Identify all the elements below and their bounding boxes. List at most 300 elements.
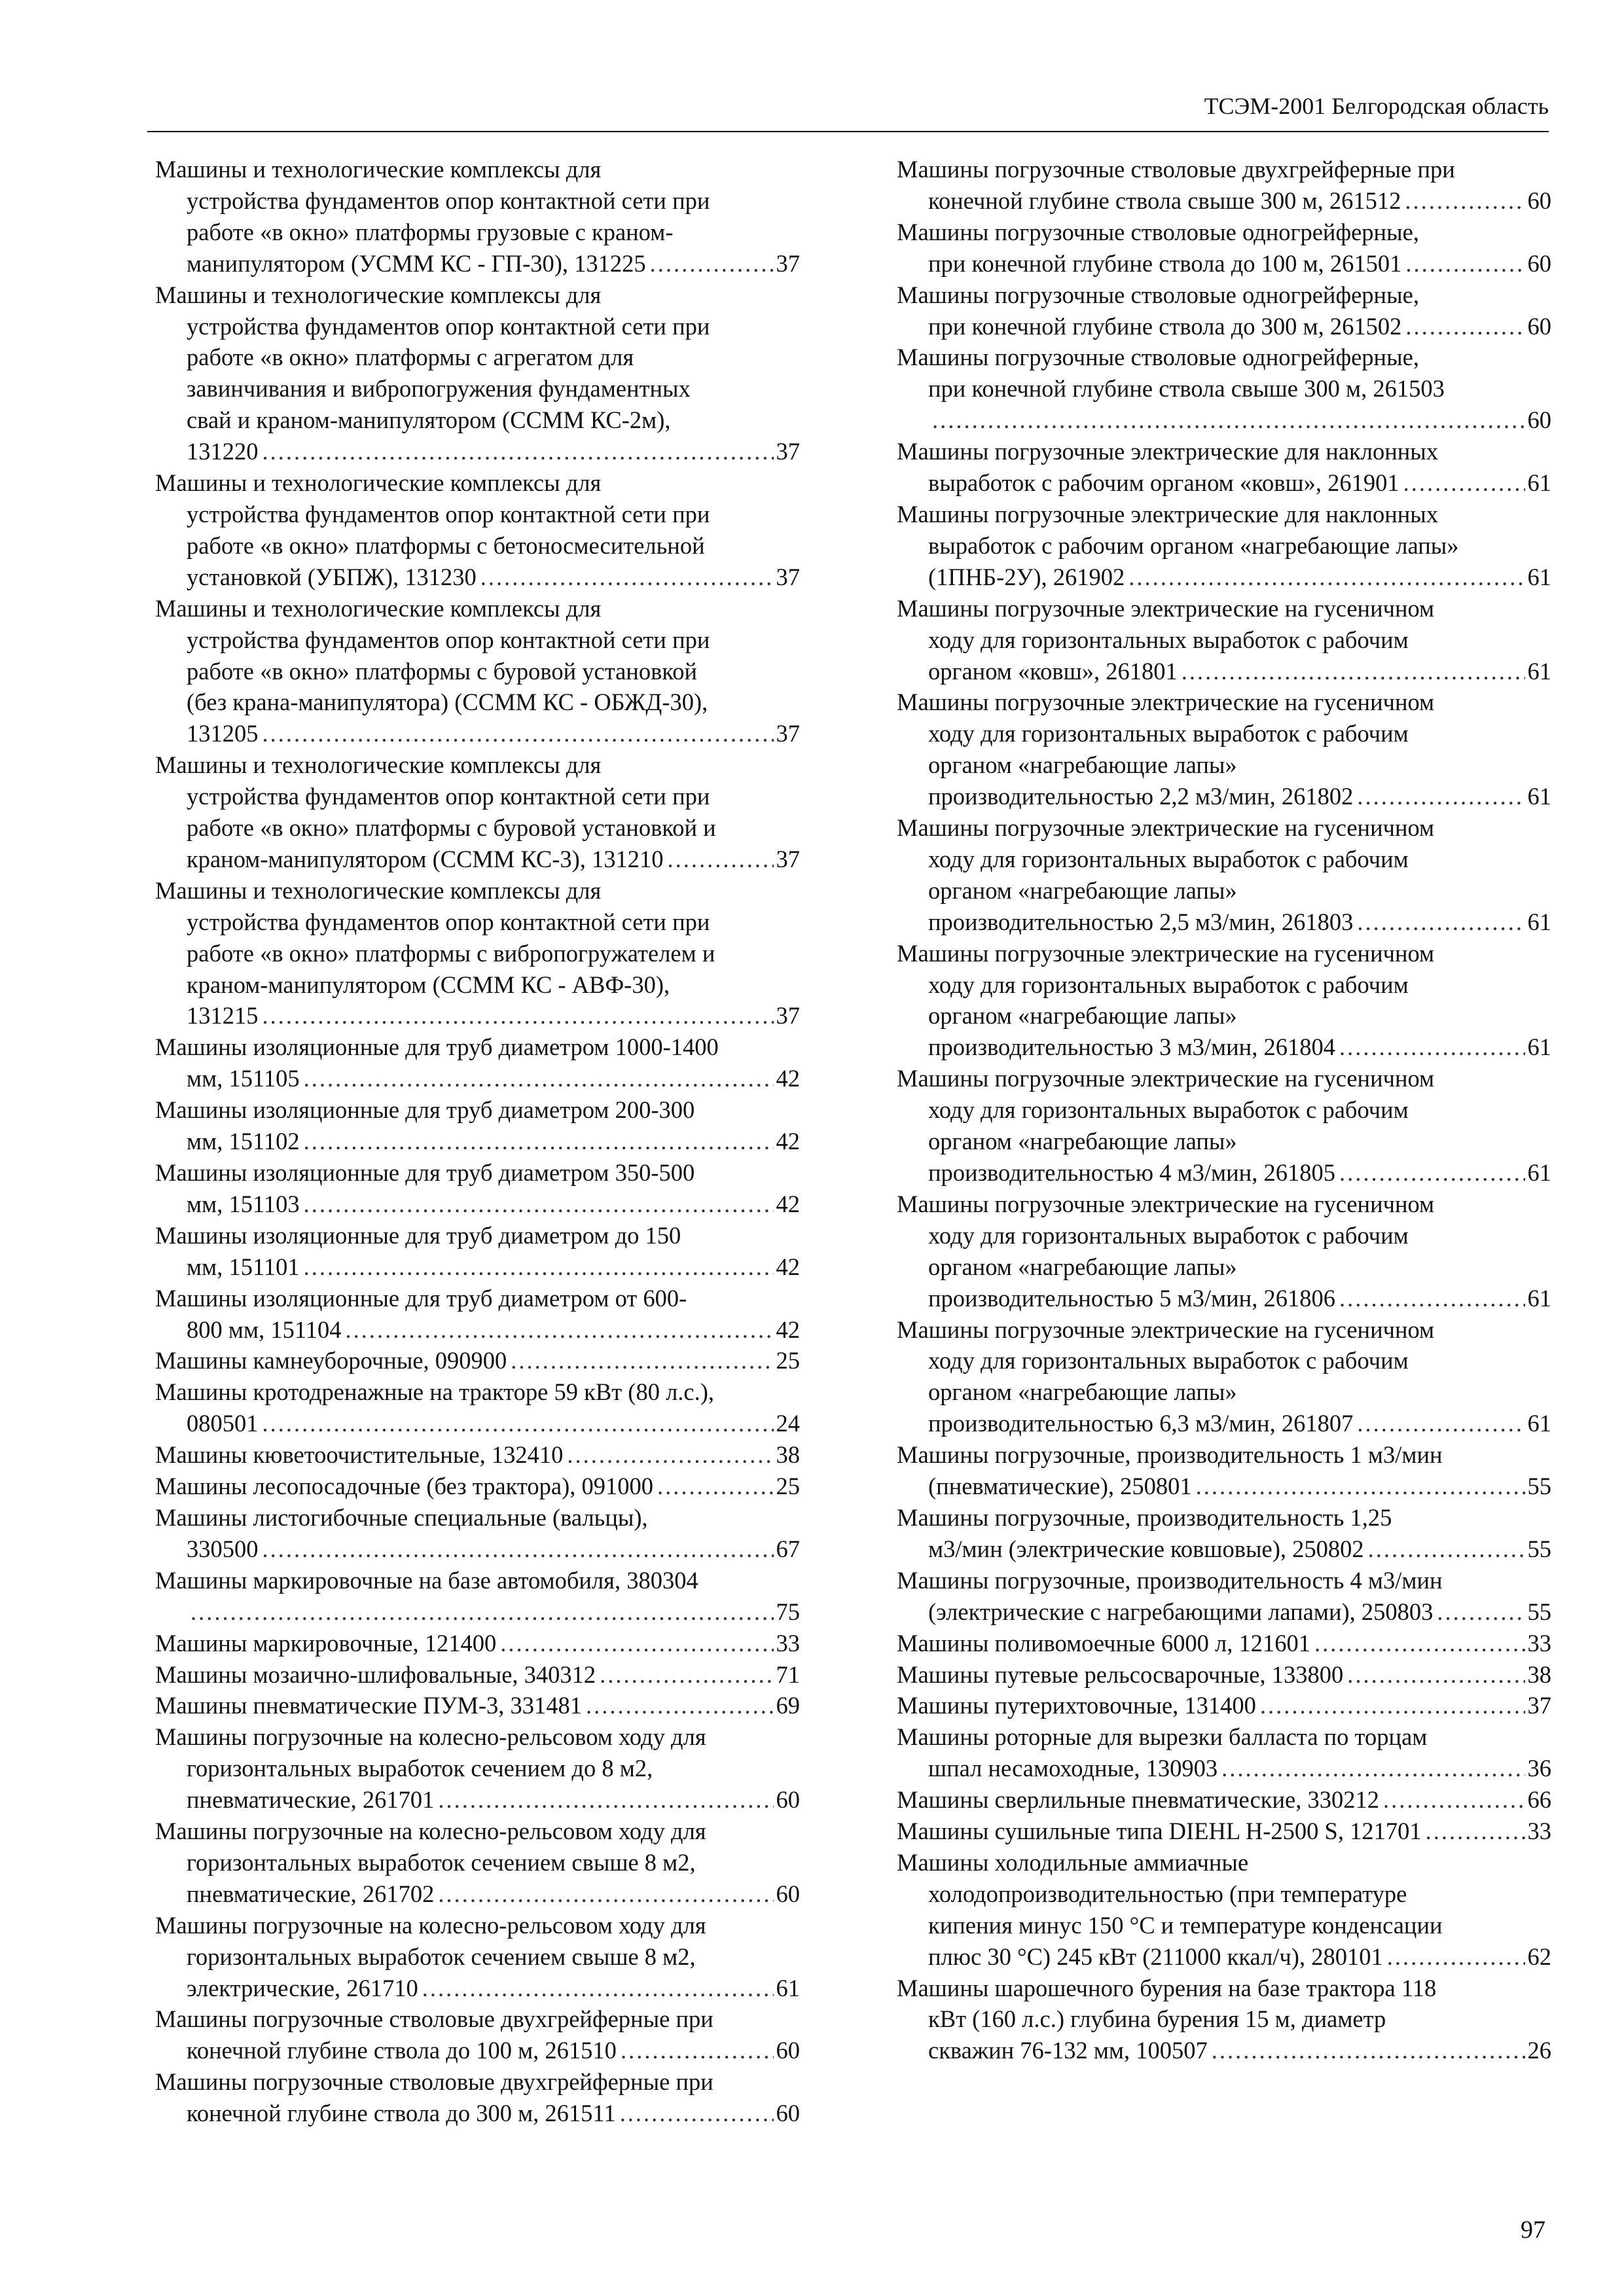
entry-page-number: 60 (776, 2100, 800, 2127)
index-entry (897, 1973, 1551, 2067)
entry-text: скважин 76-132 мм, 100507 (928, 2037, 1208, 2064)
dot-leader (438, 1784, 773, 1816)
entry-text: Машины сверлильные пневматические, 330212 (897, 1786, 1380, 1814)
entry-text: Машины листогибочные специальные (вальцы), (155, 1503, 648, 1531)
entry-page-number: 33 (1527, 1818, 1551, 1845)
entry-text: 080501 (187, 1410, 259, 1437)
entry-text: завинчивания и вибропогружения фундаментных (187, 375, 691, 403)
entry-text: Машины изоляционные для труб диаметром 1000-1400 (155, 1033, 719, 1061)
entry-last-line (155, 562, 800, 593)
entry-text: производительностью 5 м3/мин, 261806 (928, 1284, 1335, 1312)
entry-last-line (897, 1596, 1551, 1628)
entry-page-number: 60 (1527, 187, 1551, 214)
entry-text: ходу для горизонтальных выработок с рабочим (928, 1347, 1409, 1374)
entry-last-line (155, 1189, 800, 1220)
entry-text: устройства фундаментов опор контактной сети при (187, 312, 710, 340)
entry-text: 330500 (187, 1535, 259, 1562)
index-entry (155, 749, 800, 875)
index-entry (897, 687, 1551, 812)
index-entry (155, 593, 800, 750)
entry-last-line (897, 311, 1551, 342)
entry-text: органом «нагребающие лапы» (928, 1378, 1237, 1406)
entry-text: производительностью 4 м3/мин, 261805 (928, 1159, 1335, 1186)
entry-text: работе «в окно» платформы с вибропогружателем и (187, 939, 715, 967)
entry-text: при конечной глубине ствола до 300 м, 261502 (928, 312, 1402, 340)
entry-text: органом «нагребающие лапы» (928, 751, 1237, 779)
entry-text: Машины погрузочные, производительность 1 м3/мин (897, 1441, 1443, 1469)
index-entry (897, 1439, 1551, 1502)
entry-page-number: 60 (776, 1786, 800, 1814)
dot-leader (1357, 1408, 1525, 1439)
dot-leader (1357, 781, 1525, 812)
index-entry (155, 1502, 800, 1565)
entry-page-number: 60 (776, 1880, 800, 1907)
index-entry (897, 499, 1551, 593)
entry-text: Машины погрузочные на колесно-рельсовом ходу для (155, 1818, 706, 1845)
entry-last-line (155, 1784, 800, 1816)
entry-page-number: 37 (776, 249, 800, 277)
entry-page-number: 67 (776, 1535, 800, 1562)
entry-text: устройства фундаментов опор контактной сети при (187, 626, 710, 653)
entry-page-number: 42 (776, 1190, 800, 1217)
index-entry (155, 2003, 800, 2066)
entry-last-line (897, 2035, 1551, 2066)
entry-last-line (155, 1345, 800, 1376)
entry-text: Машины и технологические комплексы для (155, 156, 602, 183)
dot-leader (1403, 467, 1525, 499)
dot-leader (304, 1251, 774, 1283)
index-entry (155, 279, 800, 467)
entry-text: устройства фундаментов опор контактной сети при (187, 187, 710, 214)
entry-text: горизонтальных выработок сечением свыше 8 м2, (187, 1848, 696, 1876)
entry-text: Машины погрузочные, производительность 1,25 (897, 1503, 1392, 1531)
index-entry (155, 467, 800, 593)
dot-leader (1182, 656, 1525, 687)
entry-text: Машины пневматические ПУМ-3, 331481 (155, 1692, 583, 1719)
entry-text: Машины поливомоечные 6000 л, 121601 (897, 1629, 1310, 1657)
entry-text: Машины и технологические комплексы для (155, 469, 602, 497)
entry-text: Машины изоляционные для труб диаметром от 600- (155, 1284, 687, 1312)
index-entry (897, 1189, 1551, 1314)
entry-text: Машины и технологические комплексы для (155, 876, 602, 904)
running-header: ТСЭМ-2001 Белгородская область (1204, 93, 1549, 119)
entry-text: Машины путерихтовочные, 131400 (897, 1692, 1256, 1719)
dot-leader (668, 844, 774, 875)
entry-page-number: 37 (776, 438, 800, 465)
entry-page-number: 42 (776, 1065, 800, 1092)
index-entry (897, 436, 1551, 499)
index-entry (155, 1565, 800, 1628)
entry-text: при конечной глубине ствола до 100 м, 261501 (928, 249, 1402, 277)
dot-leader (480, 562, 774, 593)
index-entry (155, 1220, 800, 1283)
entry-page-number: 55 (1527, 1598, 1551, 1625)
entry-page-number: 60 (1527, 406, 1551, 434)
entry-last-line (155, 1878, 800, 1910)
index-entry (155, 875, 800, 1032)
entry-text: краном-манипулятором (ССММ КС - АВФ-30), (187, 971, 670, 998)
entry-text: Машины маркировочные на базе автомобиля, 380304 (155, 1566, 698, 1594)
entry-page-number: 61 (1527, 908, 1551, 935)
entry-last-line (897, 1628, 1551, 1659)
dot-leader (567, 1439, 773, 1471)
entry-text: Машины погрузочные стволовые двухгрейферные при (155, 2005, 713, 2033)
entry-page-number: 26 (1527, 2037, 1551, 2064)
entry-text: (без крана-манипулятора) (ССММ КС - ОБЖД-30), (187, 689, 708, 716)
entry-text: при конечной глубине ствола свыше 300 м, 261503 (928, 375, 1445, 403)
dot-leader (621, 2035, 774, 2066)
entry-last-line (897, 1283, 1551, 1314)
entry-text: работе «в окно» платформы с агрегатом для (187, 344, 634, 371)
index-entry (155, 1157, 800, 1220)
dot-leader (1339, 1283, 1525, 1314)
dot-leader (1221, 1753, 1525, 1784)
entry-last-line (155, 718, 800, 749)
entry-text: Машины погрузочные стволовые одногрейферные, (897, 344, 1419, 371)
dot-leader (1260, 1690, 1525, 1721)
entry-last-line (155, 1628, 800, 1659)
entry-last-line (155, 436, 800, 467)
entry-text: Машины и технологические комплексы для (155, 281, 602, 308)
entry-text: Машины кюветоочистительные, 132410 (155, 1441, 564, 1469)
entry-last-line (897, 781, 1551, 812)
entry-text: Машины изоляционные для труб диаметром 200-300 (155, 1096, 695, 1124)
entry-text: устройства фундаментов опор контактной сети при (187, 500, 710, 528)
dot-leader (586, 1690, 773, 1721)
entry-last-line (155, 1439, 800, 1471)
entry-page-number: 61 (1527, 563, 1551, 590)
entry-text: выработок с рабочим органом «нагребающие лапы» (928, 531, 1459, 559)
entry-page-number: 37 (776, 1002, 800, 1030)
entry-text: Машины погрузочные электрические на гусеничном (897, 1190, 1435, 1217)
entry-page-number: 61 (1527, 1410, 1551, 1437)
entry-page-number: 75 (776, 1598, 800, 1625)
entry-text: конечной глубине ствола до 100 м, 261510 (187, 2037, 617, 2064)
entry-last-line (155, 1596, 800, 1628)
index-entry (897, 279, 1551, 342)
dot-leader (600, 1659, 773, 1691)
dot-leader (262, 436, 774, 467)
dot-leader (262, 718, 774, 749)
index-entry (155, 1471, 800, 1502)
entry-page-number: 66 (1527, 1786, 1551, 1814)
index-entry (897, 1690, 1551, 1721)
entry-text: кВт (160 л.с.) глубина бурения 15 м, диаметр (928, 2005, 1386, 2033)
entry-last-line (897, 1157, 1551, 1189)
dot-leader (1196, 1471, 1525, 1502)
index-column-left (155, 154, 800, 2129)
entry-text: мм, 151102 (187, 1128, 300, 1155)
entry-text: Машины холодильные аммиачные (897, 1848, 1249, 1876)
entry-text: Машины роторные для вырезки балласта по торцам (897, 1723, 1428, 1751)
entry-text: органом «нагребающие лапы» (928, 876, 1237, 904)
entry-last-line (155, 1063, 800, 1094)
entry-last-line (155, 1126, 800, 1157)
dot-leader (262, 1534, 774, 1565)
dot-leader (262, 1000, 774, 1031)
entry-text: Машины погрузочные электрические на гусеничном (897, 1316, 1435, 1343)
entry-last-line (155, 1000, 800, 1031)
entry-text: Машины и технологические комплексы для (155, 594, 602, 622)
entry-last-line (897, 562, 1551, 593)
entry-text: Машины погрузочные электрические на гусеничном (897, 939, 1435, 967)
dot-leader (1212, 2035, 1525, 2066)
entry-page-number: 69 (776, 1692, 800, 1719)
entry-text: установкой (УБПЖ), 131230 (187, 563, 477, 590)
entry-last-line (897, 1753, 1551, 1784)
entry-text: ходу для горизонтальных выработок с рабочим (928, 1221, 1409, 1249)
entry-last-line (155, 1659, 800, 1691)
entry-page-number: 71 (776, 1660, 800, 1688)
entry-page-number: 33 (1527, 1629, 1551, 1657)
dot-leader (500, 1628, 773, 1659)
entry-text: 800 мм, 151104 (187, 1316, 342, 1343)
entry-text: конечной глубине ствола до 300 м, 261511 (187, 2100, 616, 2127)
entry-page-number: 61 (1527, 469, 1551, 497)
index-entry (155, 1721, 800, 1816)
entry-last-line (897, 1690, 1551, 1721)
page-number: 97 (1521, 2216, 1545, 2244)
index-entry (897, 1659, 1551, 1691)
dot-leader (1387, 1941, 1525, 1973)
dot-leader (304, 1126, 774, 1157)
index-entry (155, 1094, 800, 1157)
entry-text: Машины маркировочные, 121400 (155, 1629, 497, 1657)
entry-text: шпал несамоходные, 130903 (928, 1755, 1218, 1782)
entry-page-number: 62 (1527, 1943, 1551, 1970)
entry-last-line (897, 404, 1551, 436)
entry-text: мм, 151105 (187, 1065, 300, 1092)
dot-leader (1426, 1816, 1525, 1847)
entry-text: ходу для горизонтальных выработок с рабочим (928, 720, 1409, 747)
entry-text: ходу для горизонтальных выработок с рабочим (928, 971, 1409, 998)
index-entry (897, 1628, 1551, 1659)
entry-text: плюс 30 °С) 245 кВт (211000 ккал/ч), 280101 (928, 1943, 1383, 1970)
index-entry (897, 1502, 1551, 1565)
entry-page-number: 38 (1527, 1660, 1551, 1688)
entry-text: мм, 151103 (187, 1190, 300, 1217)
entry-text: Машины погрузочные стволовые одногрейферные, (897, 281, 1419, 308)
entry-last-line (897, 1408, 1551, 1439)
index-entry (155, 2066, 800, 2129)
dot-leader (1347, 1659, 1525, 1691)
dot-leader (511, 1345, 773, 1376)
index-entry (897, 1847, 1551, 1973)
entry-text: Машины погрузочные на колесно-рельсовом ходу для (155, 1911, 706, 1939)
entry-text: Машины погрузочные электрические для наклонных (897, 500, 1439, 528)
entry-page-number: 37 (776, 563, 800, 590)
entry-last-line (155, 1408, 800, 1439)
entry-page-number: 37 (776, 845, 800, 872)
entry-page-number: 37 (776, 720, 800, 747)
entry-text: Машины лесопосадочные (без трактора), 091000 (155, 1473, 654, 1500)
entry-page-number: 42 (776, 1128, 800, 1155)
entry-text: Машины камнеуборочные, 090900 (155, 1347, 507, 1374)
entry-last-line (897, 1816, 1551, 1847)
entry-last-line (155, 1534, 800, 1565)
dot-leader (190, 1596, 774, 1628)
index-column-right (897, 154, 1551, 2066)
entry-text: Машины погрузочные стволовые двухгрейферные при (897, 156, 1455, 183)
dot-leader (345, 1314, 773, 1346)
entry-text: работе «в окно» платформы с буровой установкой и (187, 814, 716, 842)
entry-text: Машины изоляционные для труб диаметром до 150 (155, 1221, 681, 1249)
index-entry (155, 1031, 800, 1094)
entry-text: краном-манипулятором (ССММ КС-3), 131210 (187, 845, 664, 872)
entry-page-number: 55 (1527, 1535, 1551, 1562)
entry-page-number: 24 (776, 1410, 800, 1437)
dot-leader (1128, 562, 1525, 593)
entry-text: Машины кротодренажные на тракторе 59 кВт (80 л.с.), (155, 1378, 715, 1406)
entry-last-line (897, 1941, 1551, 1973)
entry-last-line (897, 1534, 1551, 1565)
dot-leader (1405, 311, 1525, 342)
entry-text: Машины погрузочные на колесно-рельсовом ходу для (155, 1723, 706, 1751)
entry-text: манипулятором (УСММ КС - ГП-30), 131225 (187, 249, 646, 277)
entry-text: ходу для горизонтальных выработок с рабочим (928, 845, 1409, 872)
entry-last-line (155, 1471, 800, 1502)
index-entry (897, 154, 1551, 217)
entry-text: Машины погрузочные электрические на гусеничном (897, 594, 1435, 622)
entry-last-line (897, 1659, 1551, 1691)
entry-text: м3/мин (электрические ковшовые), 250802 (928, 1535, 1364, 1562)
entry-page-number: 60 (1527, 312, 1551, 340)
entry-text: электрические, 261710 (187, 1974, 418, 2001)
index-entry (155, 1439, 800, 1471)
entry-last-line (155, 248, 800, 279)
entry-page-number: 61 (1527, 1284, 1551, 1312)
entry-text: пневматические, 261702 (187, 1880, 435, 1907)
entry-text: (электрические с нагребающими лапами), 250803 (928, 1598, 1434, 1625)
index-entry (897, 1314, 1551, 1440)
dot-leader (1405, 185, 1525, 217)
index-entry (897, 938, 1551, 1064)
entry-last-line (897, 185, 1551, 217)
entry-text: органом «ковш», 261801 (928, 657, 1178, 685)
entry-last-line (155, 2035, 800, 2066)
entry-page-number: 25 (776, 1347, 800, 1374)
entry-page-number: 60 (776, 2037, 800, 2064)
index-entry (155, 1816, 800, 1910)
entry-text: производительностью 2,5 м3/мин, 261803 (928, 908, 1354, 935)
entry-text: ходу для горизонтальных выработок с рабочим (928, 1096, 1409, 1124)
entry-last-line (897, 467, 1551, 499)
entry-text: кипения минус 150 °С и температуре конденсации (928, 1911, 1443, 1939)
dot-leader (1437, 1596, 1525, 1628)
index-entry (155, 1283, 800, 1346)
index-entry (897, 217, 1551, 279)
entry-page-number: 37 (1527, 1692, 1551, 1719)
entry-text: ходу для горизонтальных выработок с рабочим (928, 626, 1409, 653)
index-entry (155, 1659, 800, 1691)
entry-page-number: 61 (1527, 1033, 1551, 1061)
entry-last-line (897, 248, 1551, 279)
entry-last-line (155, 2098, 800, 2129)
entry-page-number: 61 (1527, 1159, 1551, 1186)
entry-page-number: 55 (1527, 1473, 1551, 1500)
index-entry (897, 342, 1551, 436)
entry-text: Машины погрузочные электрические на гусеничном (897, 689, 1435, 716)
dot-leader (1339, 1031, 1525, 1063)
dot-leader (304, 1189, 774, 1220)
dot-leader (932, 404, 1525, 436)
entry-text: пневматические, 261701 (187, 1786, 435, 1814)
entry-text: работе «в окно» платформы с буровой установкой (187, 657, 697, 685)
entry-page-number: 61 (1527, 657, 1551, 685)
entry-text: Машины погрузочные электрические на гусеничном (897, 1065, 1435, 1092)
dot-leader (1368, 1534, 1525, 1565)
index-entry (897, 593, 1551, 687)
index-entry (155, 1345, 800, 1376)
entry-last-line (897, 1471, 1551, 1502)
index-entry (155, 1376, 800, 1439)
dot-leader (1339, 1157, 1525, 1189)
index-entry (897, 1063, 1551, 1189)
entry-text: выработок с рабочим органом «ковш», 261901 (928, 469, 1399, 497)
entry-text: Машины сушильные типа DIEHL H-2500 S, 121701 (897, 1818, 1422, 1845)
entry-text: Машины шарошечного бурения на базе трактора 118 (897, 1974, 1437, 2001)
dot-leader (620, 2098, 774, 2129)
entry-text: Машины и технологические комплексы для (155, 751, 602, 779)
entry-text: Машины изоляционные для труб диаметром 350-500 (155, 1159, 695, 1186)
index-entry (897, 1816, 1551, 1847)
index-entry (155, 1910, 800, 2004)
entry-text: 131205 (187, 720, 259, 747)
entry-page-number: 42 (776, 1316, 800, 1343)
entry-page-number: 60 (1527, 249, 1551, 277)
entry-text: работе «в окно» платформы грузовые с краном- (187, 218, 674, 245)
index-entry (897, 812, 1551, 938)
index-entry (155, 1690, 800, 1721)
entry-last-line (155, 1314, 800, 1346)
entry-text: Машины погрузочные электрические на гусеничном (897, 814, 1435, 842)
entry-text: Машины погрузочные, производительность 4 м3/мин (897, 1566, 1443, 1594)
entry-text: конечной глубине ствола свыше 300 м, 261512 (928, 187, 1401, 214)
entry-page-number: 42 (776, 1253, 800, 1280)
entry-text: работе «в окно» платформы с бетоносмесительной (187, 531, 705, 559)
dot-leader (657, 1471, 773, 1502)
entry-last-line (155, 1973, 800, 2004)
entry-text: Машины погрузочные стволовые двухгрейферные при (155, 2068, 713, 2096)
dot-leader (438, 1878, 773, 1910)
entry-text: мм, 151101 (187, 1253, 300, 1280)
entry-text: холодопроизводительностью (при температуре (928, 1880, 1407, 1907)
entry-page-number: 36 (1527, 1755, 1551, 1782)
index-entry (155, 154, 800, 279)
entry-page-number: 25 (776, 1473, 800, 1500)
entry-page-number: 33 (776, 1629, 800, 1657)
entry-page-number: 61 (1527, 783, 1551, 810)
entry-text: органом «нагребающие лапы» (928, 1253, 1237, 1280)
entry-last-line (897, 656, 1551, 687)
entry-page-number: 61 (776, 1974, 800, 2001)
entry-text: 131215 (187, 1002, 259, 1030)
entry-text: производительностью 2,2 м3/мин, 261802 (928, 783, 1354, 810)
entry-text: (1ПНБ-2У), 261902 (928, 563, 1125, 590)
entry-text: 131220 (187, 438, 259, 465)
index-entry (897, 1721, 1551, 1784)
entry-text: Машины мозаично-шлифовальные, 340312 (155, 1660, 596, 1688)
dot-leader (1383, 1784, 1525, 1816)
entry-last-line (155, 1690, 800, 1721)
entry-text: производительностью 6,3 м3/мин, 261807 (928, 1410, 1354, 1437)
entry-text: горизонтальных выработок сечением до 8 м2, (187, 1755, 653, 1782)
entry-text: производительностью 3 м3/мин, 261804 (928, 1033, 1335, 1061)
index-entry (897, 1565, 1551, 1628)
entry-last-line (897, 1784, 1551, 1816)
entry-last-line (897, 1031, 1551, 1063)
dot-leader (1357, 906, 1525, 938)
